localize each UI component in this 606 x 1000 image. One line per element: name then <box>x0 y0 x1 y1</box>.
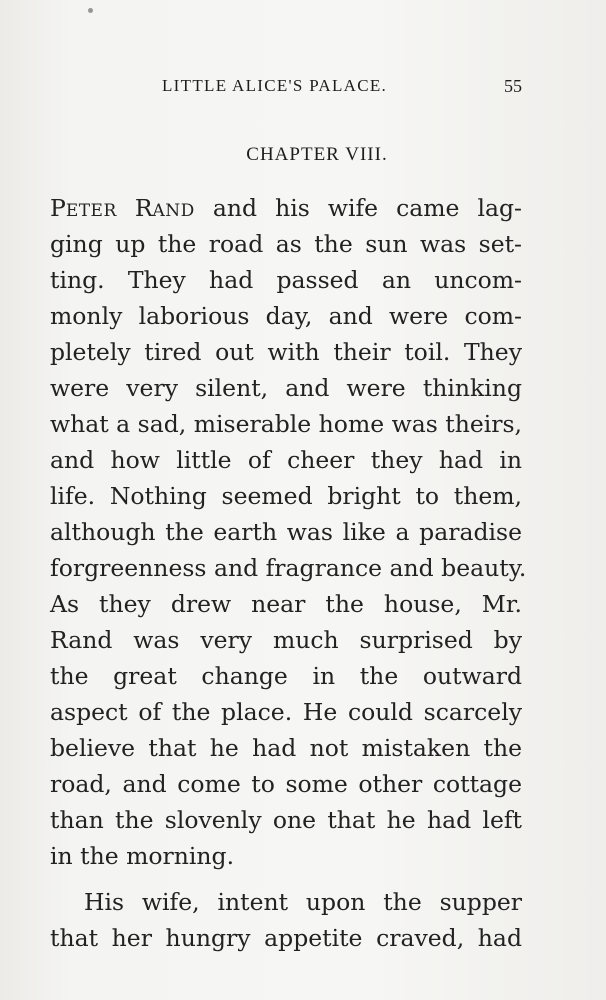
text-line: Rand was very much surprised by <box>50 626 522 654</box>
text-line: aspect of the place. He could scarcely <box>50 698 522 726</box>
running-header <box>0 76 606 100</box>
body-text <box>50 190 527 956</box>
text-line: believe that he had not mistaken the <box>50 734 522 762</box>
text-line: As they drew near the house, Mr. <box>50 590 522 618</box>
ink-speck <box>88 8 93 13</box>
opening-line-text: and his wife came lag- <box>194 194 522 222</box>
paragraph-gap <box>50 874 522 884</box>
page-number: 55 <box>504 76 522 96</box>
text-line: were very silent, and were thinking <box>50 374 522 402</box>
text-line: although the earth was like a paradise <box>50 518 522 546</box>
text-line: and how little of cheer they had in <box>50 446 522 474</box>
text-line: in the morning. <box>50 842 235 870</box>
text-line: what a sad, miserable home was theirs, <box>50 410 523 438</box>
text-line: ting. They had passed an uncom- <box>50 266 522 294</box>
paragraph-2 <box>50 884 522 956</box>
text-line: than the slovenly one that he had left <box>50 806 522 834</box>
text-line: pletely tired out with their toil. They <box>50 338 522 366</box>
text-line: His wife, intent upon the supper <box>84 888 522 916</box>
chapter-heading: CHAPTER VIII. <box>246 144 388 165</box>
paragraph-1 <box>50 190 527 874</box>
text-line: ging up the road as the sun was set- <box>50 230 522 258</box>
name-peter: PETER <box>50 194 117 222</box>
text-line: that her hungry appetite craved, had <box>50 924 522 952</box>
name-rand: RAND <box>134 194 195 222</box>
text-line: life. Nothing seemed bright to them, <box>50 482 522 510</box>
text-line-opening <box>50 190 522 226</box>
text-line: the great change in the outward <box>50 662 522 690</box>
text-line: forgreenness and fragrance and beauty. <box>50 554 527 582</box>
running-title: LITTLE ALICE'S PALACE. <box>162 76 388 95</box>
text-line: road, and come to some other cottage <box>50 770 522 798</box>
text-line: monly laborious day, and were com- <box>50 302 522 330</box>
